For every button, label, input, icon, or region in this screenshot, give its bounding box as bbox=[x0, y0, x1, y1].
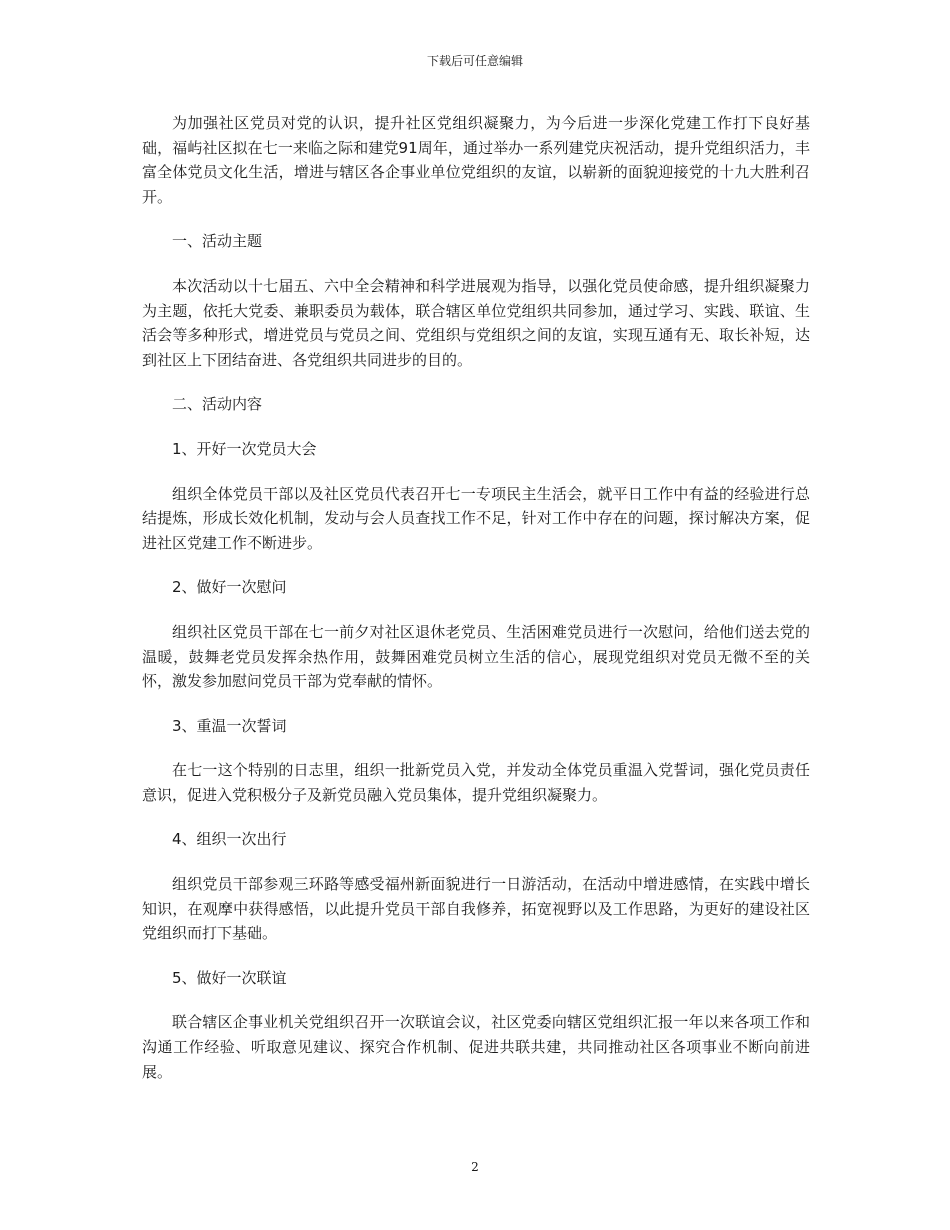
theme-paragraph: 本次活动以十七届五、六中全会精神和科学进展观为指导，以强化党员使命感，提升组织凝聚力为主题，依托大党委、兼职委员为载体，联合辖区单位党组织共同参加，通过学习、实践、联谊、生活会等多种形式，增进党员与党员之间、党组织与党组织之间的友谊，实现互通有无、取长补短，达到社区上下团结奋进、各党组织共同进步的目的。 bbox=[142, 276, 810, 369]
item-heading-4: 4、组织一次出行 bbox=[172, 830, 287, 849]
page-number: 2 bbox=[471, 1160, 479, 1174]
item-paragraph-2: 组织社区党员干部在七一前夕对社区退休老党员、生活困难党员进行一次慰问，给他们送去党的温暖，鼓舞老党员发挥余热作用，鼓舞困难党员树立生活的信心，展现党组织对党员无微不至的关怀，激发参加慰问党员干部为党奉献的情怀。 bbox=[142, 622, 810, 691]
item-paragraph-4: 组织党员干部参观三环路等感受福州新面貌进行一日游活动，在活动中增进感情，在实践中增长知识，在观摩中获得感悟，以此提升党员干部自我修养，拓宽视野以及工作思路，为更好的建设社区党组织而打下基础。 bbox=[142, 875, 810, 943]
item-heading-2: 2、做好一次慰问 bbox=[172, 578, 287, 597]
section-heading-content: 二、活动内容 bbox=[172, 395, 263, 414]
item-heading-1: 1、开好一次党员大会 bbox=[172, 439, 317, 458]
item-paragraph-1: 组织全体党员干部以及社区党员代表召开七一专项民主生活会，就平日工作中有益的经验进行总结提炼，形成长效化机制，发动与会人员查找工作不足，针对工作中存在的问题，探讨解决方案，促进社区党建工作不断进步。 bbox=[142, 484, 810, 552]
item-heading-5: 5、做好一次联谊 bbox=[172, 968, 287, 987]
item-paragraph-3: 在七一这个特别的日志里，组织一批新党员入党，并发动全体党员重温入党誓词，强化党员责任意识，促进入党积极分子及新党员融入党员集体，提升党组织凝聚力。 bbox=[142, 761, 810, 804]
item-paragraph-5: 联合辖区企事业机关党组织召开一次联谊会议，社区党委向辖区党组织汇报一年以来各项工作和沟通工作经验、听取意见建议、探究合作机制、促进共联共建，共同推动社区各项事业不断向前进展。 bbox=[142, 1013, 810, 1081]
item-heading-3: 3、重温一次誓词 bbox=[172, 716, 287, 735]
section-heading-theme: 一、活动主题 bbox=[172, 232, 263, 251]
page-header-note: 下载后可任意编辑 bbox=[426, 54, 523, 68]
intro-paragraph: 为加强社区党员对党的认识，提升社区党组织凝聚力，为今后进一步深化党建工作打下良好基础，福屿社区拟在七一来临之际和建党91周年，通过举办一系列建党庆祝活动，提升党组织活力，丰富全体党员文化生活，增进与辖区各企事业单位党组织的友谊，以崭新的面貌迎接党的十九大胜利召开。 bbox=[142, 114, 810, 206]
document-body bbox=[142, 111, 810, 1104]
